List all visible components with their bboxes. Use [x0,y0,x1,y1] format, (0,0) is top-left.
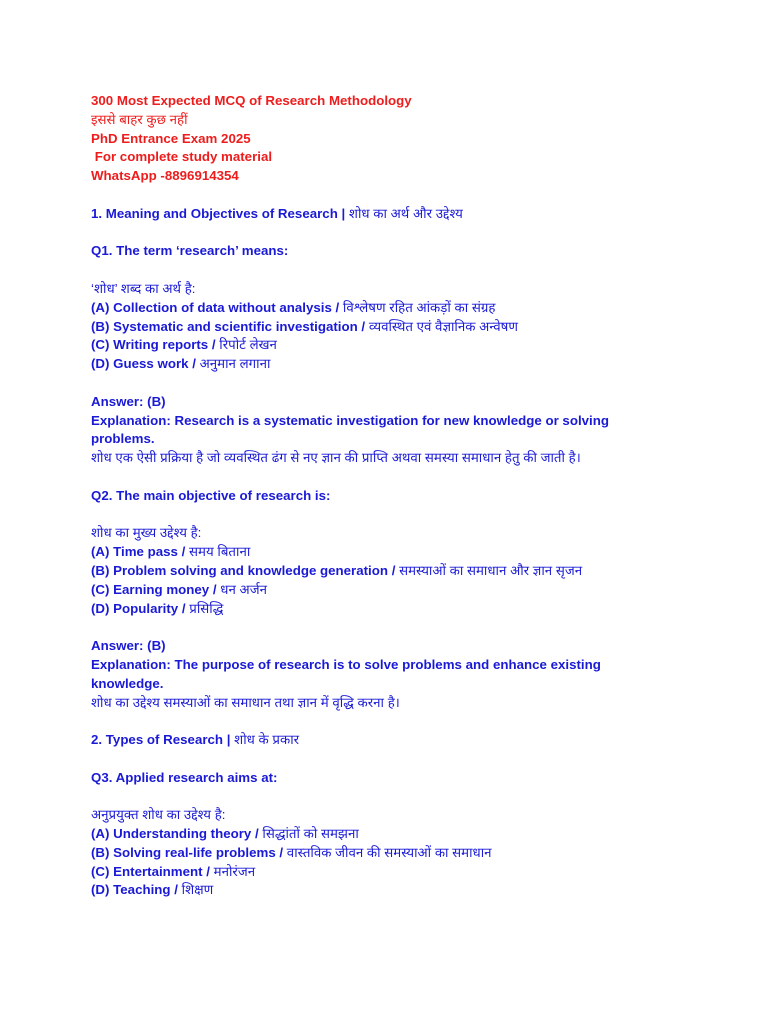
section-heading [91,731,728,750]
option-hi: समय बिताना [185,544,251,560]
promo-exam: PhD Entrance Exam 2025 [91,130,251,146]
option-en: (C) Entertainment / [91,863,210,879]
option [91,825,728,844]
question-hindi: शोध का मुख्य उद्देश्य है: [91,525,202,541]
option-hi: मनोरंजन [209,863,256,879]
option [91,863,728,882]
option-hi: समस्याओं का समाधान और ज्ञान सृजन [395,562,583,578]
section-heading-hi: शोध के प्रकार [230,732,300,748]
explanation: Explanation: Research is a systematic investigation for new knowledge or solving problems. [91,412,609,447]
question-title: Q3. Applied research aims at: [91,769,278,785]
option-en: (C) Earning money / [91,581,217,597]
section-heading-hi: शोध का अर्थ और उद्देश्य [345,205,463,221]
option [91,336,728,355]
option-en: (A) Time pass / [91,544,186,560]
explanation-hindi: शोध एक ऐसी प्रक्रिया है जो व्यवस्थित ढंग से नए ज्ञान की प्राप्ति अथवा समस्या समाधान हेतु की जाती है। [91,450,581,466]
question-title: Q2. The main objective of research is: [91,487,331,503]
promo-whatsapp: WhatsApp -8896914354 [91,168,239,184]
option-en: (B) Problem solving and knowledge generation / [91,562,396,578]
answer: Answer: (B) [91,393,166,409]
option-en: (A) Collection of data without analysis / [91,299,340,315]
section-heading-en: 2. Types of Research | [91,732,231,748]
option-hi: व्यवस्थित एवं वैज्ञानिक अन्वेषण [365,318,518,334]
option-en: (A) Understanding theory / [91,826,259,842]
option-hi: अनुमान लगाना [195,356,271,372]
option-en: (D) Teaching / [91,882,178,898]
option [91,881,728,900]
option [91,600,728,619]
option-hi: शिक्षण [177,882,214,898]
option [91,299,728,318]
option [91,355,728,374]
option-hi: सिद्धांतों को समझना [258,826,359,842]
option [91,562,728,581]
explanation-hindi: शोध का उद्देश्य समस्याओं का समाधान तथा ज्ञान में वृद्धि करना है। [91,694,400,710]
promo-title: 300 Most Expected MCQ of Research Methodology [91,93,412,108]
question-hindi: अनुप्रयुक्त शोध का उद्देश्य है: [91,807,226,823]
option [91,844,728,863]
question-title: Q1. The term ‘research’ means: [91,243,289,259]
promo-hindi-note: इससे बाहर कुछ नहीं [91,111,188,127]
option [91,543,728,562]
section-heading-en: 1. Meaning and Objectives of Research | [91,205,346,221]
option-en: (C) Writing reports / [91,337,216,353]
option-hi: रिपोर्ट लेखन [215,337,277,353]
option-hi: विश्लेषण रहित आंकड़ों का संग्रह [339,299,496,315]
explanation: Explanation: The purpose of research is to solve problems and enhance existing knowledge. [91,656,601,691]
option-hi: धन अर्जन [216,581,267,597]
promo-study-material: For complete study material [91,149,273,165]
option-hi: वास्तविक जीवन की समस्याओं का समाधान [283,844,492,860]
question-hindi: ‘शोध’ शब्द का अर्थ है: [91,280,196,296]
option-en: (D) Guess work / [91,356,196,372]
option-en: (B) Solving real-life problems / [91,844,284,860]
answer: Answer: (B) [91,638,166,654]
option-en: (B) Systematic and scientific investigation / [91,318,366,334]
option [91,318,728,337]
option-en: (D) Popularity / [91,600,186,616]
section-heading [91,205,728,224]
option-hi: प्रसिद्धि [185,600,224,616]
option [91,581,728,600]
